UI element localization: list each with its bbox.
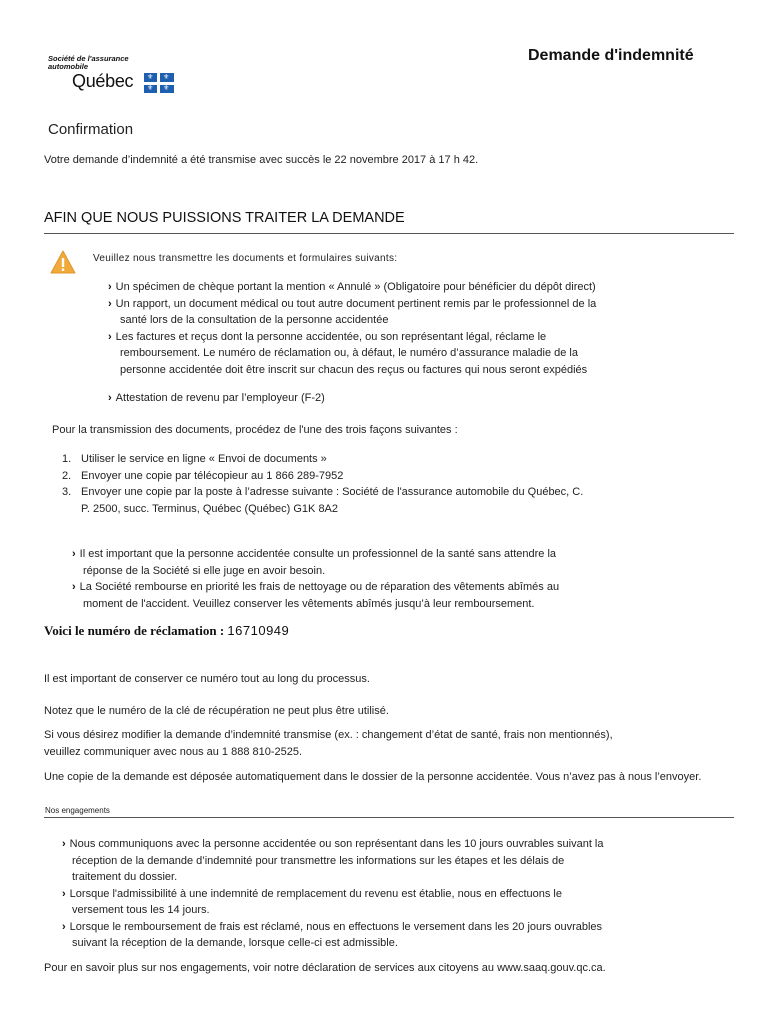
- chevron-right-icon: ›: [62, 887, 66, 900]
- engagements-title: Nos engagements: [45, 806, 110, 815]
- list-item: › Les factures et reçus dont la personne accidentée, ou son représentant légal, réclame le: [108, 329, 596, 346]
- chevron-right-icon: ›: [108, 392, 112, 404]
- documents-intro: Veuillez nous transmettre les documents et formulaires suivants:: [93, 253, 398, 264]
- engagements-footer: Pour en savoir plus sur nos engagements, voir notre déclaration de services aux citoyens au www.saaq.gouv.qc.ca.: [44, 962, 606, 974]
- keep-number-note: Il est important de conserver ce numéro tout au long du processus.: [44, 673, 370, 685]
- section-title: AFIN QUE NOUS PUISSIONS TRAITER LA DEMANDE: [44, 210, 405, 226]
- logo-quebec: Québec: [72, 71, 134, 91]
- list-item: › Il est important que la personne accidentée consulte un professionnel de la santé sans attendre la: [72, 546, 559, 563]
- claim-label: Voici le numéro de réclamation :: [44, 623, 225, 638]
- list-item: 2. Envoyer une copie par télécopieur au 1 866 289-7952: [62, 469, 344, 482]
- warning-icon: [50, 250, 76, 274]
- section-divider: [44, 233, 734, 234]
- logo-line1: Société de l'assurance: [48, 54, 129, 63]
- notes-list: › Il est important que la personne accidentée consulte un professionnel de la santé sans attendre la réponse de la Société si elle juge en avoir besoin. › La Société rembourse en priorité les frais de nettoyage ou de réparation des vêtements abîmés au moment de l'accident. Veuillez conserver les vêtements abîmés jusqu’à leur remboursement.: [72, 548, 560, 610]
- chevron-right-icon: ›: [108, 281, 112, 293]
- list-item: › Nous communiquons avec la personne accidentée ou son représentant dans les 10 jours ouvrables suivant la: [62, 836, 604, 853]
- chevron-right-icon: ›: [108, 330, 112, 343]
- transmission-intro: Pour la transmission des documents, procédez de l'une des trois façons suivantes :: [52, 424, 458, 436]
- engagements-divider: [44, 817, 734, 818]
- list-item: 1. Utiliser le service en ligne « Envoi de documents »: [62, 453, 327, 465]
- confirmation-title: Confirmation: [48, 121, 134, 138]
- confirmation-message: Votre demande d’indemnité a été transmise avec succès le 22 novembre 2017 à 17 h 42.: [44, 154, 479, 166]
- list-item: › Lorsque le remboursement de frais est réclamé, nous en effectuons le versement dans les 20 jours ouvrables: [62, 919, 604, 936]
- list-item: › La Société rembourse en priorité les frais de nettoyage ou de réparation des vêtements abîmés au: [72, 579, 559, 596]
- documents-list: › Un spécimen de chèque portant la mention « Annulé » (Obligatoire pour bénéficier du dépôt direct) › Un rapport, un document médical ou tout autre document pertinent remis par le professionnel de la santé lors de la consultation de la personne accidentée › Les factures et reçus dont la personne accidentée, ou son représentant légal, réclame le remboursement. Le numéro de réclamation ou, à défaut, le numéro d’assurance maladie de la personne accidentée doit être inscrit sur chacun des reçus ou factures qui nous seront expédiés › Attestation de revenu par l’employeur (F-2): [108, 279, 596, 407]
- saaq-logo: [48, 55, 183, 95]
- copy-notice: Une copie de la demande est déposée automatiquement dans le dossier de la personne accidentée. Vous n’avez pas à nous l’envoyer.: [44, 771, 702, 783]
- claim-number: [44, 623, 289, 639]
- transmission-options: 1. Utiliser le service en ligne « Envoi de documents » 2. Envoyer une copie par télécopieur au 1 866 289-7952 3. Envoyer une copie par la poste à l’adresse suivante : Société de l'assurance automobile du Québec, C. P. 2500, succ. Terminus, Québec (Québec) G1K 8A2: [62, 453, 584, 515]
- recovery-key-note: Notez que le numéro de la clé de récupération ne peut plus être utilisé.: [44, 705, 389, 717]
- chevron-right-icon: ›: [72, 548, 76, 560]
- list-item: › Un spécimen de chèque portant la mention « Annulé » (Obligatoire pour bénéficier du dépôt direct): [108, 279, 596, 296]
- modify-note-line1: Si vous désirez modifier la demande d’indemnité transmise (ex. : changement d’état de santé, frais non mentionnés),: [44, 729, 613, 741]
- chevron-right-icon: ›: [72, 581, 76, 593]
- chevron-right-icon: ›: [108, 297, 112, 310]
- fleurdelise-flag-icon: ⚜ ⚜ ⚜ ⚜: [144, 73, 174, 93]
- logo-line2: automobile: [48, 62, 89, 71]
- page-title: Demande d'indemnité: [528, 47, 694, 64]
- list-item: › Attestation de revenu par l’employeur (F-2): [108, 390, 596, 407]
- chevron-right-icon: ›: [62, 838, 66, 850]
- modify-note-line2: veuillez communiquer avec nous au 1 888 810-2525.: [44, 746, 303, 758]
- list-item: › Lorsque l'admissibilité à une indemnité de remplacement du revenu est établie, nous en effectuons le: [62, 886, 604, 903]
- engagements-list: › Nous communiquons avec la personne accidentée ou son représentant dans les 10 jours ouvrables suivant la réception de la demande d’indemnité pour transmettre les informations sur les étapes et les délais de traitement du dossier. › Lorsque l'admissibilité à une indemnité de remplacement du revenu est établie, nous en effectuons le versement tous les 14 jours. › Lorsque le remboursement de frais est réclamé, nous en effectuons le versement dans les 20 jours ouvrables suivant la réception de la demande, lorsque celle-ci est admissible.: [62, 838, 604, 949]
- list-item: 3. Envoyer une copie par la poste à l’adresse suivante : Société de l'assurance automobile du Québec, C.: [62, 486, 584, 498]
- list-item: › Un rapport, un document médical ou tout autre document pertinent remis par le professionnel de la: [108, 296, 596, 313]
- chevron-right-icon: ›: [62, 920, 66, 933]
- claim-value: 16710949: [227, 623, 290, 638]
